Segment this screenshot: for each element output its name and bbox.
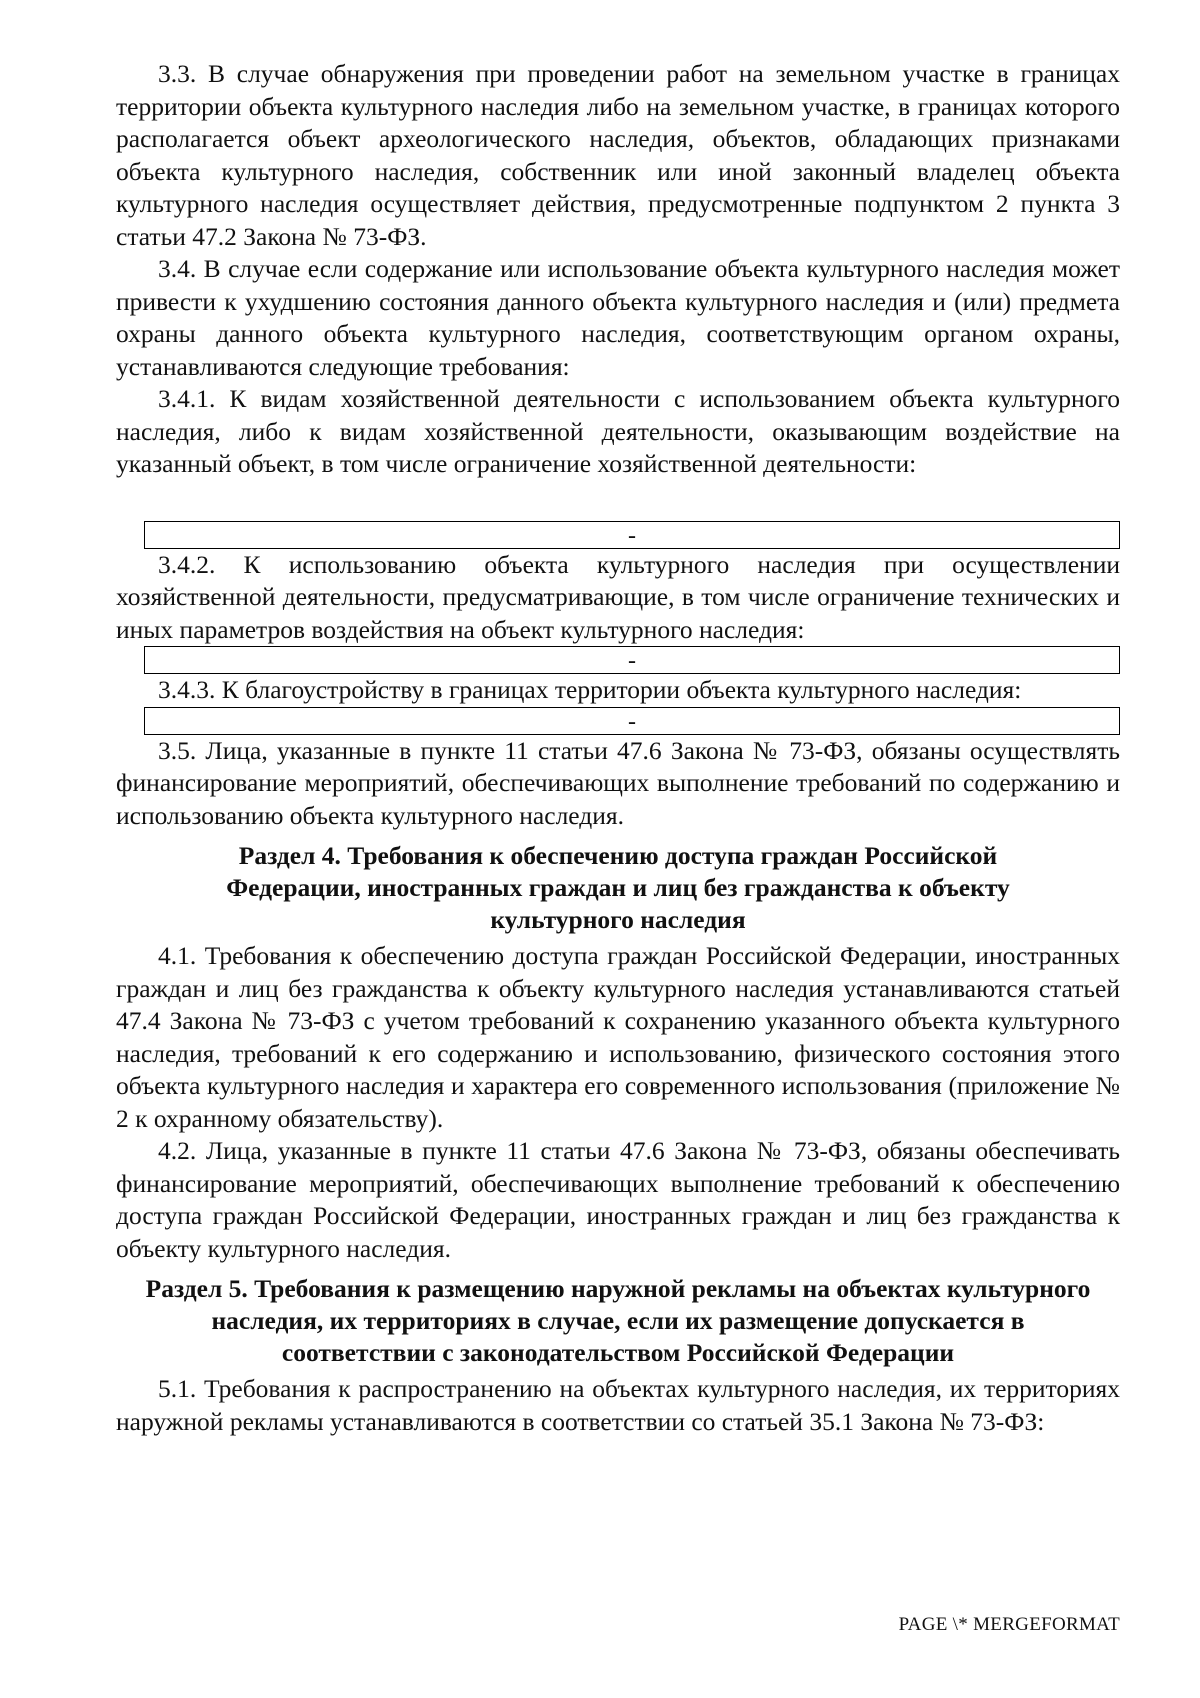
paragraph-3-3: 3.3. В случае обнаружения при проведении работ на земельном участке в границах территории объекта культурного наследия либо на земельном участке, в границах которого располагается объект археологического наследия, объектов, обладающих признаками объекта культурного наследия, собственник или иной законный владелец объекта культурного наследия осуществляет действия, предусмотренные подпунктом 2 пункта 3 статьи 47.2 Закона № 73-ФЗ. — [116, 59, 1120, 251]
table-cell-3-4-2: - — [144, 646, 1120, 674]
paragraph-3-4-3: 3.4.3. К благоустройству в границах территории объекта культурного наследия: — [158, 675, 1022, 704]
spacer — [116, 481, 1120, 521]
paragraph-3-4: 3.4. В случае если содержание или использование объекта культурного наследия может привести к ухудшению состояния данного объекта культурного наследия и (или) предмета охраны данного объекта культурного наследия, соответствующим органом охраны, устанавливаются следующие требования: — [116, 254, 1120, 381]
paragraph-4-2: 4.2. Лица, указанные в пункте 11 статьи 47.6 Закона № 73-ФЗ, обязаны обеспечивать финансирование мероприятий, обеспечивающих выполнение требований к обеспечению доступа граждан Российской Федерации, иностранных граждан и лиц без гражданства к объекту культурного наследия. — [116, 1136, 1120, 1263]
document-page — [116, 58, 1120, 1438]
section-4-heading: Раздел 4. Требования к обеспечению доступа граждан Российской Федерации, иностранных граждан и лиц без гражданства к объекту культурного наследия — [226, 841, 1010, 934]
paragraph-5-1: 5.1. Требования к распространению на объектах культурного наследия, их территориях наружной рекламы устанавливаются в соответствии со статьей 35.1 Закона № 73-ФЗ: — [116, 1374, 1120, 1436]
table-cell-3-4-1: - — [144, 521, 1120, 549]
table-cell-3-4-3: - — [144, 707, 1120, 735]
paragraph-3-4-1: 3.4.1. К видам хозяйственной деятельности с использованием объекта культурного наследия, либо к видам хозяйственной деятельности, оказывающим воздействие на указанный объект, в том числе ограничение хозяйственной деятельности: — [116, 384, 1120, 478]
paragraph-4-1: 4.1. Требования к обеспечению доступа граждан Российской Федерации, иностранных граждан и лиц без гражданства к объекту культурного наследия устанавливаются статьей 47.4 Закона № 73-ФЗ с учетом требований к сохранению указанного объекта культурного наследия, требований к его содержанию и использованию, физического состояния этого объекта культурного наследия и характера его современного использования (приложение № 2 к охранному обязательству). — [116, 941, 1120, 1133]
paragraph-3-5: 3.5. Лица, указанные в пункте 11 статьи 47.6 Закона № 73-ФЗ, обязаны осуществлять финансирование мероприятий, обеспечивающих выполнение требований по содержанию и использованию объекта культурного наследия. — [116, 735, 1120, 830]
section-5-heading: Раздел 5. Требования к размещению наружной рекламы на объектах культурного наследия, их территориях в случае, если их размещение допускается в соответствии с законодательством Российской Федерации — [145, 1274, 1091, 1367]
page-number-field: PAGE \* MERGEFORMAT — [898, 1614, 1120, 1635]
paragraph-3-4-2: 3.4.2. К использованию объекта культурного наследия при осуществлении хозяйственной деятельности, предусматривающие, в том числе ограничение технических и иных параметров воздействия на объект культурного наследия: — [116, 549, 1120, 644]
